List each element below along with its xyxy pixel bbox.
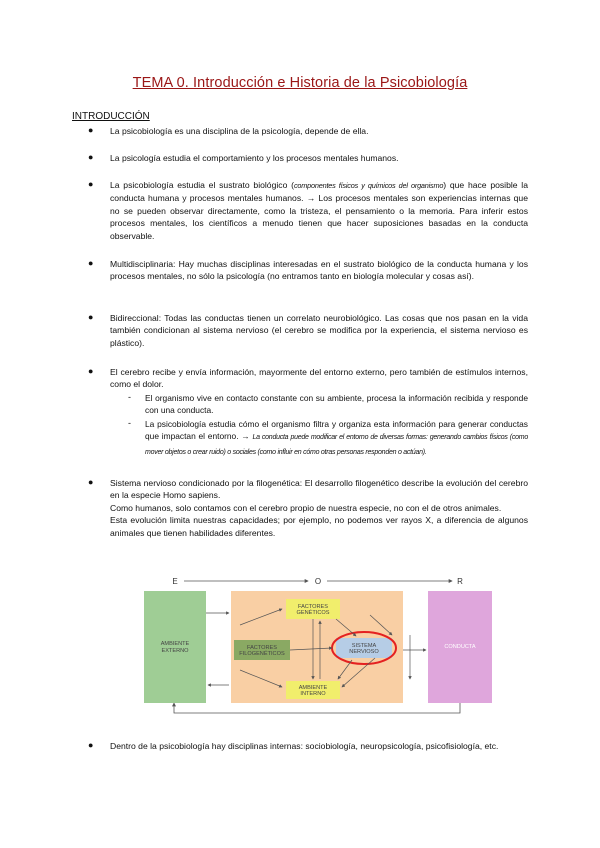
text-ff-1: FACTORES [246, 645, 278, 651]
dash-icon: - [128, 418, 131, 428]
bullet-icon: ● [88, 258, 94, 268]
paragraph-multidisciplinaria: Multidisciplinaria: Hay muchas disciplinas interesadas en el sustrato biológico de la conducta humana y los procesos mentales, no sólo la psicología (no entramos tanto en biología molecular y cosas así). [110, 259, 528, 282]
text-sn-1: SISTEMA [351, 643, 377, 649]
text-ai-1: AMBIENTE [298, 685, 328, 691]
text-ambiente-2: EXTERNO [161, 648, 189, 654]
label-o: O [314, 577, 322, 586]
bullet-icon: ● [88, 152, 94, 162]
text-fg-2: GENÉTICOS [296, 610, 330, 616]
panel-ambiente-externo [144, 591, 206, 703]
section-heading: INTRODUCCIÓN [72, 111, 150, 122]
bullet-icon: ● [88, 179, 94, 189]
text-sn-2: NERVIOSO [349, 649, 379, 655]
dash-icon: - [128, 392, 131, 402]
label-e: E [172, 577, 178, 586]
text-ai-2: INTERNO [300, 691, 326, 697]
paragraph-psicologia-estudia: La psicología estudia el comportamiento y los procesos mentales humanos. [110, 153, 399, 163]
text-ff-2: FILOGENÉTICOS [239, 651, 285, 657]
feedback-arrow [174, 703, 460, 713]
bullet-icon: ● [88, 125, 94, 135]
bullet-icon: ● [88, 477, 94, 487]
text-ambiente-1: AMBIENTE [160, 641, 190, 647]
text-conducta: CONDUCTA [444, 644, 476, 650]
text-fg-1: FACTORES [297, 604, 329, 610]
label-r: R [457, 577, 463, 586]
paragraph-psicobiologia-disciplina: La psicobiología es una disciplina de la psicología, depende de ella. [110, 126, 369, 136]
page-title: TEMA 0. Introducción e Historia de la Psicobiología [132, 75, 468, 91]
paragraph-sustrato-biologico: La psicobiología estudia el sustrato biológico (componentes físicos y químicos del organismo) que hace posible la conducta humana y procesos mentales humanos. → Los procesos mentales son experiencias internas que no se pueden observar directamente, como la tristeza, el pensamiento o la memoria. Para inferir estos procesos mentales, los científicos a menudo tienen que hacer suposiciones basadas en la conducta observable. [110, 180, 528, 241]
paragraph-filogenetica: Sistema nervioso condicionado por la filogenética: El desarrollo filogenético describe la evolución del cerebro en la especie Homo sapiens. Como humanos, solo contamos con el cerebro propio de nuestra especie, no con el de otros animales. Esta evolución limita nuestras capacidades; por ejemplo, no podemos ver rayos X, a diferencia de algunos animales que tienen habilidades diferentes. [110, 478, 528, 538]
diagram-eor [140, 575, 496, 720]
bullet-icon: ● [88, 740, 94, 750]
subpoint-filtra-organiza: La psicobiología estudia cómo el organismo filtra y organiza esta información para generar conductas que impactan el entorno. → La conducta puede modificar el entorno de diversas formas: generando cambios físicos (como mover objetos o crear ruido) o sociales (como influir en cómo otras personas responden o actúan). [145, 419, 529, 456]
paragraph-cerebro-informacion: El cerebro recibe y envía información, mayormente del entorno externo, pero también de estímulos internos, como el dolor. [110, 367, 528, 390]
paragraph-disciplinas-internas: Dentro de la psicobiología hay disciplinas internas: sociobiología, neuropsicología, psicofisiología, etc. [110, 741, 499, 751]
bullet-icon: ● [88, 312, 94, 322]
bullet-icon: ● [88, 366, 94, 376]
paragraph-bidireccional: Bidireccional: Todas las conductas tienen un correlato neurobiológico. Las cosas que nos pasan en la vida también condicionan al sistema nervioso (el cerebro se modifica por la experiencia, el sistema nervioso es plástico). [110, 313, 528, 348]
subpoint-organismo-ambiente: El organismo vive en contacto constante con su ambiente, procesa la información recibida y responde con una conducta. [145, 393, 528, 416]
